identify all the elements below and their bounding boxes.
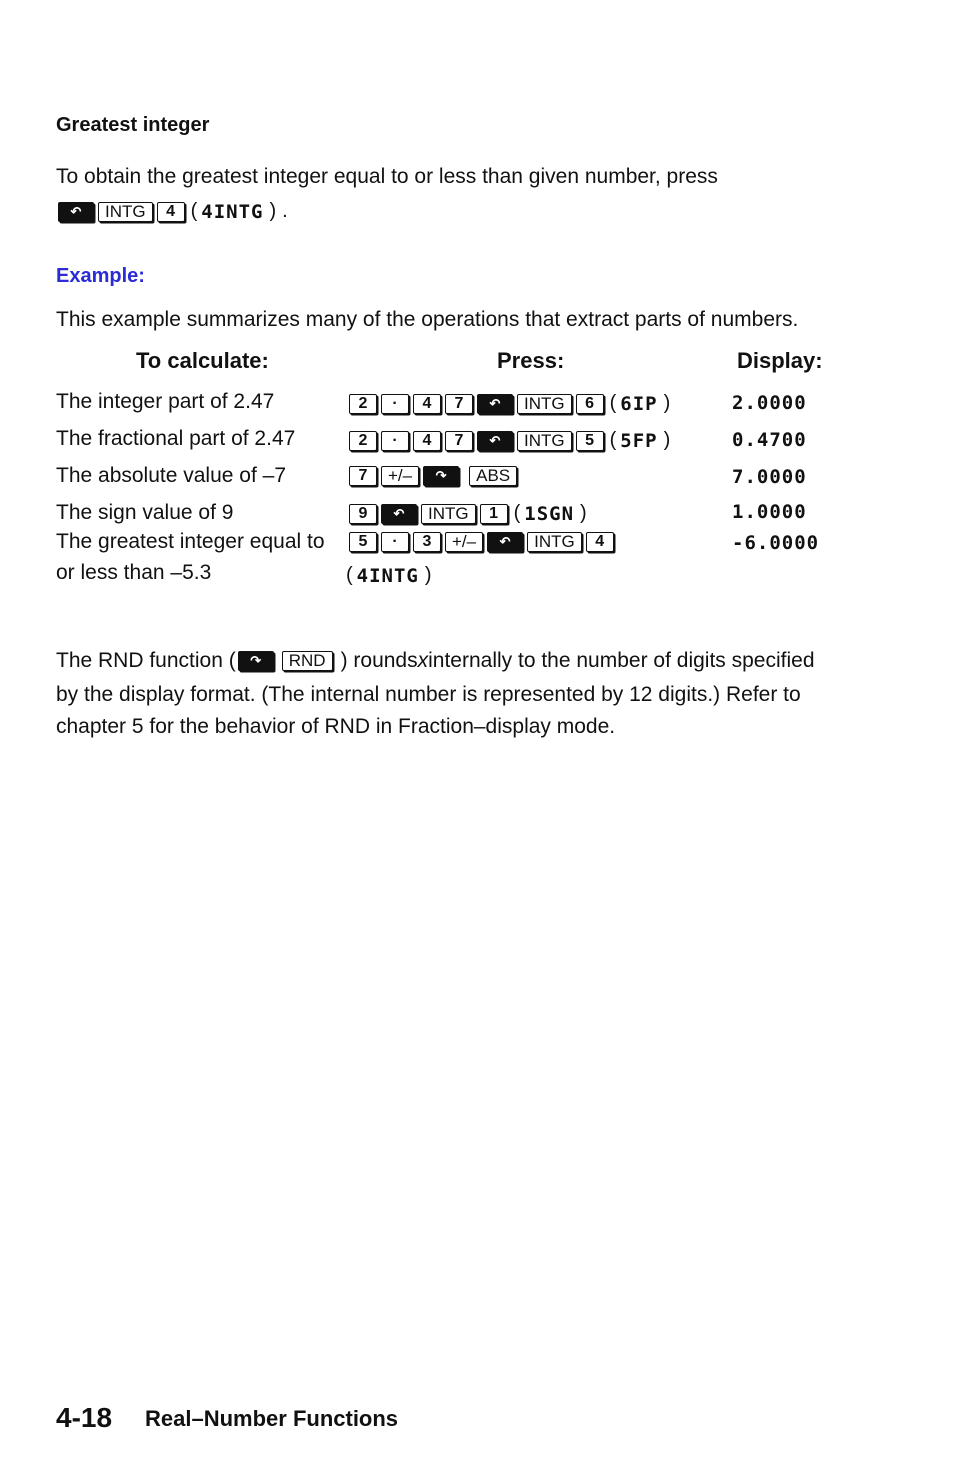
digit-key: 7 (445, 431, 473, 451)
left-shift-key: ↶ (477, 431, 513, 451)
intg-key: INTG (527, 532, 582, 552)
digit-key: 5 (576, 431, 604, 451)
intro-keystrokes: ↶ INTG 4 ( 4INTG ) . (58, 200, 288, 223)
intg-key: INTG (98, 202, 153, 222)
menu-display: 6IP (620, 392, 658, 415)
digit-key: 3 (413, 532, 441, 552)
row-calc: The fractional part of 2.47 (56, 427, 296, 450)
digit-key: 4 (413, 394, 441, 414)
row-display: 0.4700 (732, 429, 807, 451)
rnd-paragraph-line1: The RND function ( ↷ RND ) rounds x internally to the number of digits specified (56, 644, 815, 677)
row-calc: The greatest integer equal to (56, 530, 325, 553)
menu-display: 4INTG (356, 564, 419, 587)
abs-key: ABS (469, 466, 517, 486)
row-display: -6.0000 (732, 532, 820, 554)
row-keys: 9 ↶ INTG 1 ( 1SGN ) (349, 502, 587, 525)
row-keys (349, 532, 614, 552)
header-calc: To calculate: (136, 348, 269, 373)
x-variable: x (417, 649, 429, 672)
left-shift-key: ↶ (58, 202, 94, 222)
digit-key: 4 (157, 202, 185, 222)
row-display: 2.0000 (732, 392, 807, 414)
change-sign-key: +/– (445, 532, 483, 552)
row-calc: The absolute value of –7 (56, 464, 286, 487)
digit-key: 6 (576, 394, 604, 414)
row-keys: 2 · 4 7 ↶ INTG 6 ( 6IP ) (349, 392, 670, 415)
digit-key: 2 (349, 394, 377, 414)
digit-key: 4 (586, 532, 614, 552)
change-sign-key: +/– (381, 466, 419, 486)
example-description: This example summarizes many of the operations that extract parts of numbers. (56, 308, 799, 331)
decimal-key: · (381, 394, 409, 414)
digit-key: 9 (349, 504, 377, 524)
left-shift-key: ↶ (487, 532, 523, 552)
chapter-title: Real–Number Functions (145, 1406, 399, 1431)
row-calc: The sign value of 9 (56, 501, 234, 524)
intg-key: INTG (517, 431, 572, 451)
header-display: Display: (737, 348, 823, 373)
right-shift-key: ↷ (238, 651, 274, 671)
decimal-key: · (381, 431, 409, 451)
row-menu-continued: ( 4INTG ) (346, 564, 432, 587)
digit-key: 7 (349, 466, 377, 486)
digit-key: 5 (349, 532, 377, 552)
rnd-paragraph-line2: by the display format. (The internal number is represented by 12 digits.) Refer to (56, 683, 801, 706)
rnd-key: RND (282, 651, 333, 671)
digit-key: 2 (349, 431, 377, 451)
left-shift-key: ↶ (477, 394, 513, 414)
intg-key: INTG (517, 394, 572, 414)
intro-text: To obtain the greatest integer equal to or less than given number, press (56, 165, 718, 188)
digit-key: 4 (413, 431, 441, 451)
row-keys (349, 466, 517, 486)
intg-key: INTG (421, 504, 476, 524)
rnd-paragraph-line3: chapter 5 for the behavior of RND in Fraction–display mode. (56, 715, 616, 738)
row-calc: The integer part of 2.47 (56, 390, 275, 413)
left-shift-key: ↶ (381, 504, 417, 524)
menu-display: 5FP (620, 429, 658, 452)
row-display: 7.0000 (732, 466, 807, 488)
example-label: Example: (56, 265, 145, 287)
decimal-key: · (381, 532, 409, 552)
page-number: 4-18 (56, 1402, 113, 1433)
header-press: Press: (497, 348, 565, 373)
row-calc-continued: or less than –5.3 (56, 561, 212, 584)
digit-key: 1 (480, 504, 508, 524)
menu-display: 4INTG (201, 200, 264, 223)
section-heading: Greatest integer (56, 114, 210, 136)
row-keys: 2 · 4 7 ↶ INTG 5 ( 5FP ) (349, 429, 670, 452)
digit-key: 7 (445, 394, 473, 414)
right-shift-key: ↷ (423, 466, 459, 486)
menu-display: 1SGN (524, 502, 575, 525)
row-display: 1.0000 (732, 501, 807, 523)
